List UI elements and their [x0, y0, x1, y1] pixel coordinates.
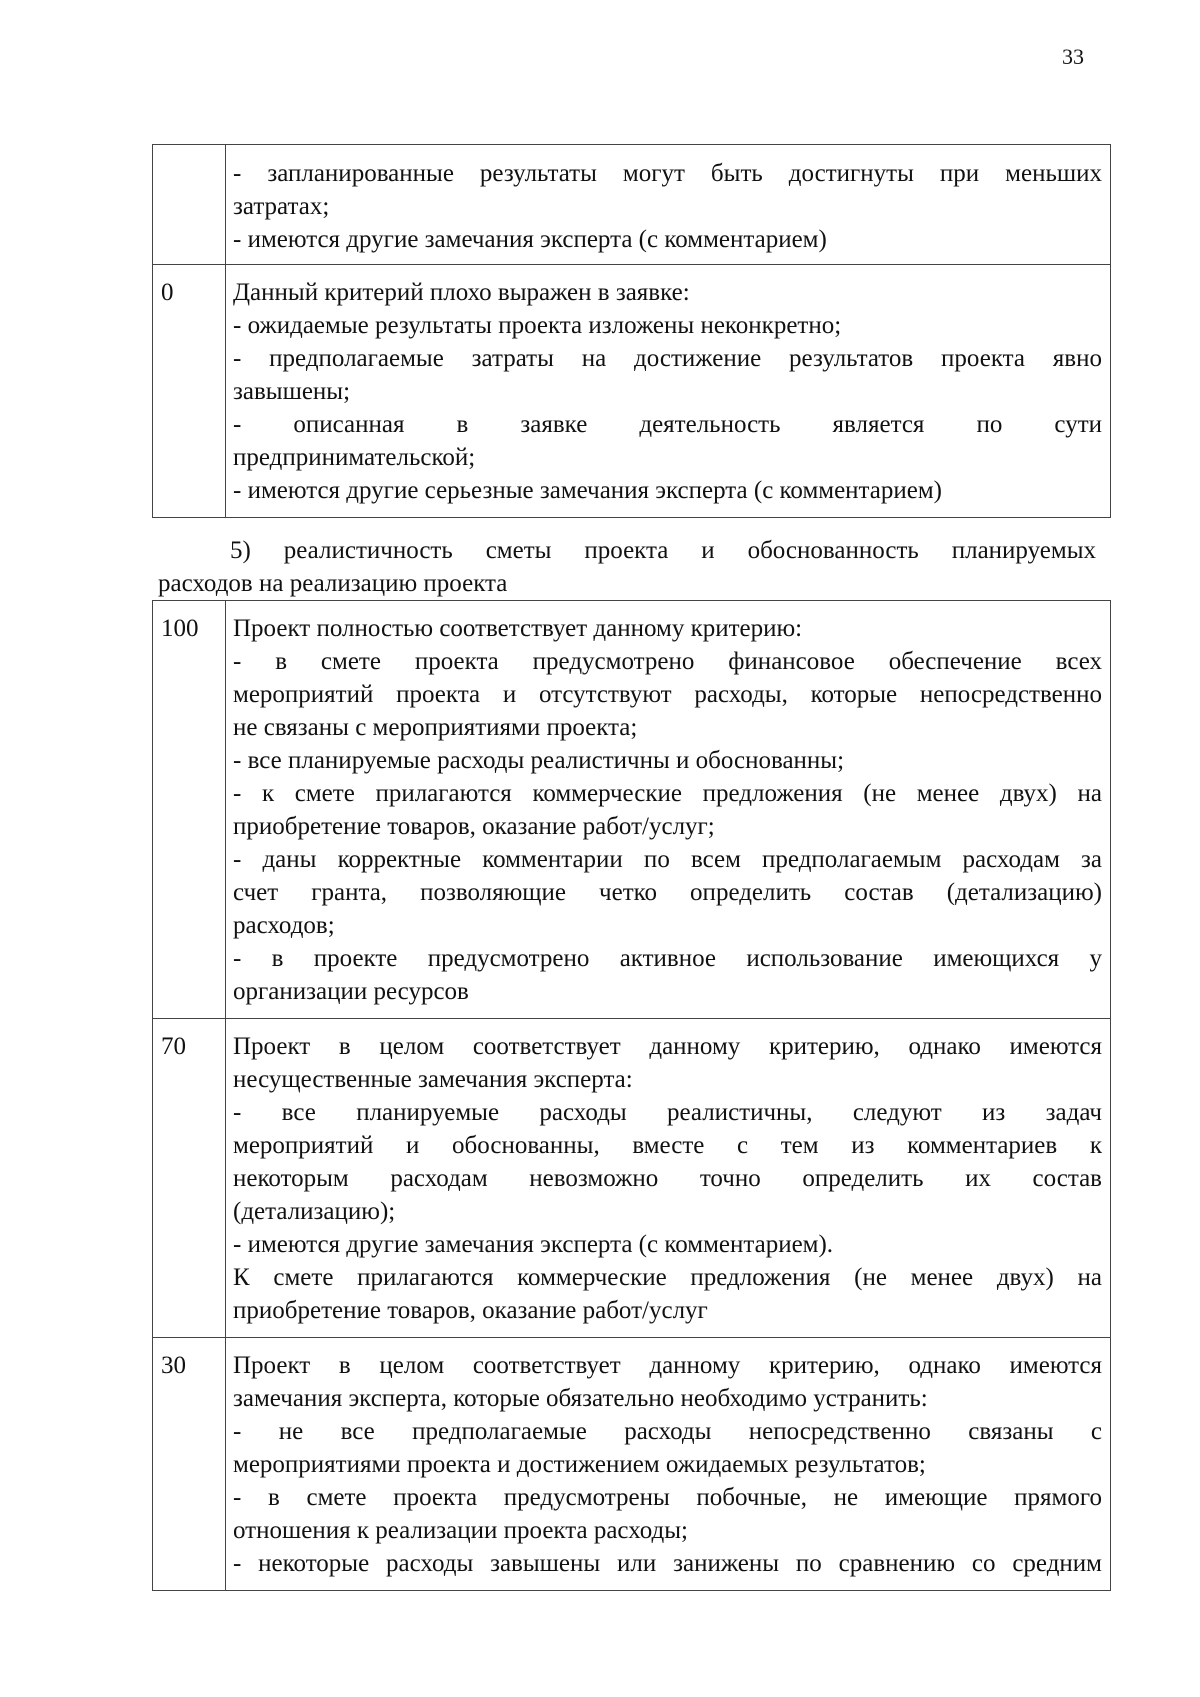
table-row: [153, 1338, 1111, 1591]
table-row: [153, 145, 1111, 265]
text-line: - имеются другие серьезные замечания эксперта (с комментарием): [233, 477, 943, 504]
text-line: некоторым расходам невозможно точно определить их состав: [233, 1165, 1102, 1192]
text-line: - имеются другие замечания эксперта (с комментарием): [233, 226, 827, 253]
table-row: [153, 265, 1111, 518]
score-cell: [153, 145, 226, 265]
text-line: мероприятиями проекта и достижением ожидаемых результатов;: [233, 1451, 926, 1478]
text-line: - все планируемые расходы реалистичны, следуют из задач: [233, 1099, 1102, 1126]
text-line: - в проекте предусмотрено активное использование имеющихся у: [233, 945, 1102, 972]
description-cell: [226, 265, 1111, 518]
score-cell: 70: [153, 1019, 226, 1338]
description-cell: [226, 601, 1111, 1019]
text-line: Данный критерий плохо выражен в заявке:: [233, 279, 690, 306]
text-line: завышены;: [233, 378, 351, 405]
description-cell: [226, 1338, 1111, 1591]
section-heading-line: 5) реалистичность сметы проекта и обоснованность планируемых: [230, 537, 1096, 564]
text-line: - все планируемые расходы реалистичны и обоснованны;: [233, 747, 845, 774]
text-line: отношения к реализации проекта расходы;: [233, 1517, 688, 1544]
text-line: - предполагаемые затраты на достижение результатов проекта явно: [233, 345, 1102, 372]
text-line: - запланированные результаты могут быть достигнуты при меньших: [233, 160, 1102, 187]
text-line: приобретение товаров, оказание работ/услуг: [233, 1297, 708, 1324]
score-cell: 0: [153, 265, 226, 518]
text-line: организации ресурсов: [233, 978, 469, 1005]
criteria-table-top: [152, 144, 1111, 518]
text-line: - некоторые расходы завышены или занижены по сравнению со средним: [233, 1550, 1102, 1577]
text-line: мероприятий проекта и отсутствуют расходы, которые непосредственно: [233, 681, 1102, 708]
description-cell: [226, 1019, 1111, 1338]
criteria-table-budget: [152, 600, 1111, 1591]
text-line: - в смете проекта предусмотрены побочные, не имеющие прямого: [233, 1484, 1102, 1511]
text-line: - имеются другие замечания эксперта (с комментарием).: [233, 1231, 834, 1258]
text-line: К смете прилагаются коммерческие предложения (не менее двух) на: [233, 1264, 1102, 1291]
text-line: - описанная в заявке деятельность является по сути: [233, 411, 1102, 438]
text-line: затратах;: [233, 193, 330, 220]
score-cell: 30: [153, 1338, 226, 1591]
section-heading: [158, 534, 1096, 600]
text-line: Проект в целом соответствует данному критерию, однако имеются: [233, 1352, 1102, 1379]
text-line: расходов;: [233, 912, 335, 939]
text-line: несущественные замечания эксперта:: [233, 1066, 633, 1093]
text-line: - в смете проекта предусмотрено финансовое обеспечение всех: [233, 648, 1102, 675]
text-line: - даны корректные комментарии по всем предполагаемым расходам за: [233, 846, 1102, 873]
text-line: приобретение товаров, оказание работ/услуг;: [233, 813, 715, 840]
text-line: предпринимательской;: [233, 444, 476, 471]
description-cell: [226, 145, 1111, 265]
page-number: 33: [1062, 44, 1084, 69]
table-row: [153, 601, 1111, 1019]
text-line: мероприятий и обоснованны, вместе с тем из комментариев к: [233, 1132, 1102, 1159]
text-line: замечания эксперта, которые обязательно необходимо устранить:: [233, 1385, 928, 1412]
section-heading-line: расходов на реализацию проекта: [158, 570, 508, 597]
text-line: - не все предполагаемые расходы непосредственно связаны с: [233, 1418, 1102, 1445]
text-line: - ожидаемые результаты проекта изложены неконкретно;: [233, 312, 842, 339]
text-line: Проект полностью соответствует данному критерию:: [233, 615, 803, 642]
text-line: Проект в целом соответствует данному критерию, однако имеются: [233, 1033, 1102, 1060]
text-line: счет гранта, позволяющие четко определить состав (детализацию): [233, 879, 1102, 906]
score-cell: 100: [153, 601, 226, 1019]
text-line: не связаны с мероприятиями проекта;: [233, 714, 638, 741]
text-line: - к смете прилагаются коммерческие предложения (не менее двух) на: [233, 780, 1102, 807]
text-line: (детализацию);: [233, 1198, 396, 1225]
table-row: [153, 1019, 1111, 1338]
